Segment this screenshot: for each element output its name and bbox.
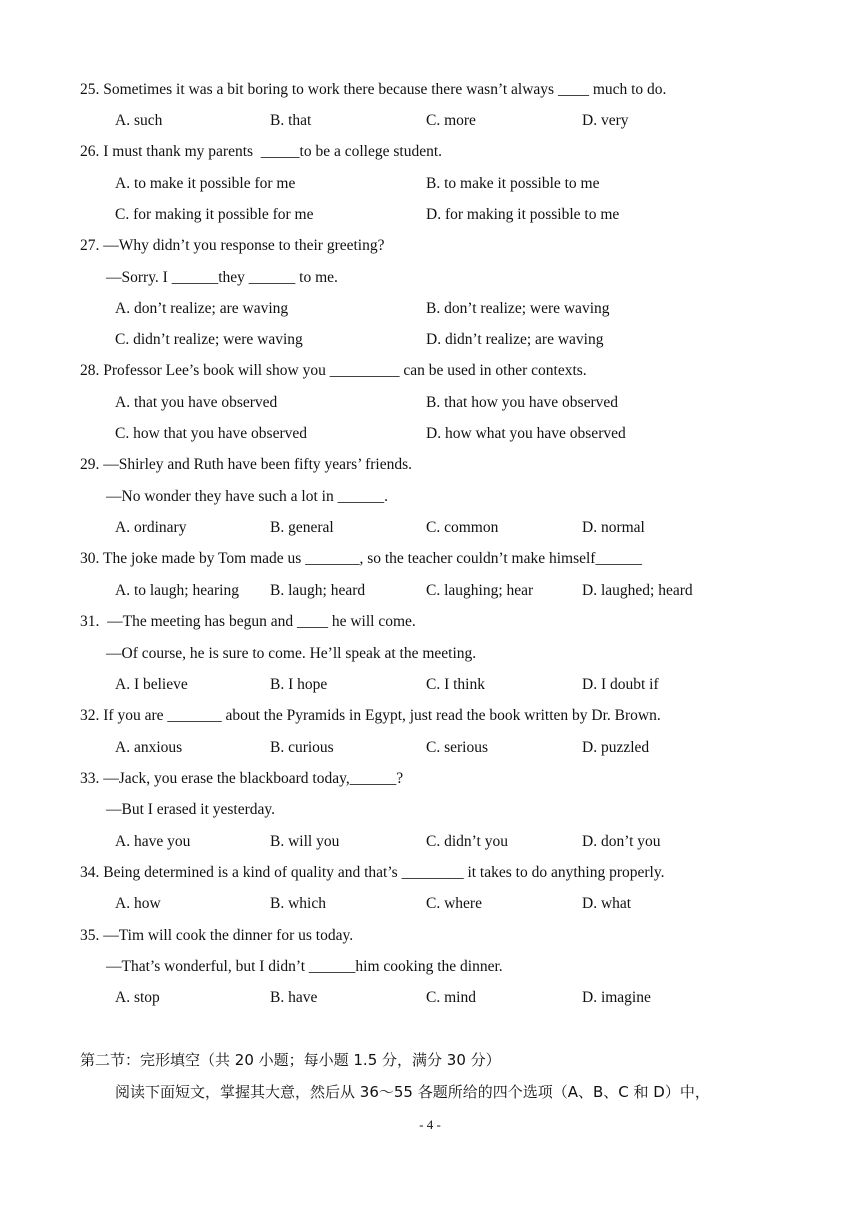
question-30-option-b: B. laugh; heard [270, 582, 366, 599]
question-27-stem-reply: —Sorry. I ______they ______ to me. [106, 269, 338, 286]
question-29-stem: 29. —Shirley and Ruth have been fifty years’ friends. [80, 456, 413, 473]
question-31-stem-reply: —Of course, he is sure to come. He’ll speak at the meeting. [106, 645, 477, 662]
question-31-option-a: A. I believe [115, 676, 188, 693]
question-27-option-d: D. didn’t realize; are waving [426, 331, 604, 348]
question-29-stem-reply: —No wonder they have such a lot in ______. [106, 488, 388, 505]
question-31-option-c: C. I think [426, 676, 485, 693]
question-27-option-a: A. don’t realize; are waving [115, 300, 289, 317]
question-35-option-a: A. stop [115, 989, 160, 1006]
question-31-option-d: D. I doubt if [582, 676, 659, 693]
question-27-option-c: C. didn’t realize; were waving [115, 331, 303, 348]
question-26-stem: 26. I must thank my parents _____to be a college student. [80, 143, 443, 160]
question-30-option-a: A. to laugh; hearing [115, 582, 239, 599]
question-31-option-b: B. I hope [270, 676, 328, 693]
page-number: - 4 - [419, 1117, 441, 1132]
question-30-stem: 30. The joke made by Tom made us _______, so the teacher couldn’t make himself______ [80, 550, 642, 567]
question-31-stem: 31. —The meeting has begun and ____ he will come. [80, 613, 416, 630]
section-heading: 第二节：完形填空（共 20 小题；每小题 1.5 分，满分 30 分） [80, 1051, 501, 1069]
question-33-option-c: C. didn’t you [426, 833, 508, 850]
question-26-option-a: A. to make it possible for me [115, 175, 296, 192]
question-27-stem: 27. —Why didn’t you response to their greeting? [80, 237, 385, 254]
question-35-stem-reply: —That’s wonderful, but I didn’t ______him cooking the dinner. [106, 958, 503, 975]
question-28-option-b: B. that how you have observed [426, 394, 618, 411]
question-28-option-d: D. how what you have observed [426, 425, 626, 442]
question-32-stem: 32. If you are _______ about the Pyramids in Egypt, just read the book written by Dr. Brown. [80, 707, 661, 724]
question-28-stem: 28. Professor Lee’s book will show you _________ can be used in other contexts. [80, 362, 587, 379]
question-33-stem: 33. —Jack, you erase the blackboard today,______? [80, 770, 404, 787]
question-28-option-a: A. that you have observed [115, 394, 278, 411]
question-32-option-d: D. puzzled [582, 739, 650, 756]
question-27-option-b: B. don’t realize; were waving [426, 300, 610, 317]
question-32-option-b: B. curious [270, 739, 334, 756]
section-instruction: 阅读下面短文，掌握其大意，然后从 36～55 各题所给的四个选项（A、B、C 和 D）中， [115, 1083, 710, 1101]
question-32-option-a: A. anxious [115, 739, 183, 756]
question-34-option-a: A. how [115, 895, 161, 912]
question-32-option-c: C. serious [426, 739, 488, 756]
question-29-option-c: C. common [426, 519, 499, 536]
question-25-option-b: B. that [270, 112, 312, 129]
question-34-option-c: C. where [426, 895, 482, 912]
question-28-option-c: C. how that you have observed [115, 425, 307, 442]
question-33-option-b: B. will you [270, 833, 340, 850]
question-25-option-a: A. such [115, 112, 163, 129]
question-30-option-d: D. laughed; heard [582, 582, 693, 599]
question-26-option-d: D. for making it possible to me [426, 206, 620, 223]
question-33-option-d: D. don’t you [582, 833, 661, 850]
question-35-stem: 35. —Tim will cook the dinner for us today. [80, 927, 354, 944]
question-26-option-b: B. to make it possible to me [426, 175, 600, 192]
question-34-option-d: D. what [582, 895, 632, 912]
question-35-option-d: D. imagine [582, 989, 651, 1006]
question-34-option-b: B. which [270, 895, 326, 912]
question-25-option-c: C. more [426, 112, 476, 129]
question-30-option-c: C. laughing; hear [426, 582, 534, 599]
question-33-option-a: A. have you [115, 833, 191, 850]
question-35-option-b: B. have [270, 989, 318, 1006]
question-35-option-c: C. mind [426, 989, 476, 1006]
question-34-stem: 34. Being determined is a kind of quality and that’s ________ it takes to do anything properly. [80, 864, 665, 881]
question-25-stem: 25. Sometimes it was a bit boring to work there because there wasn’t always ____ much to do. [80, 81, 667, 98]
question-29-option-b: B. general [270, 519, 334, 536]
question-29-option-a: A. ordinary [115, 519, 187, 536]
question-26-option-c: C. for making it possible for me [115, 206, 314, 223]
question-33-stem-reply: —But I erased it yesterday. [106, 801, 276, 818]
question-25-option-d: D. very [582, 112, 629, 129]
question-29-option-d: D. normal [582, 519, 645, 536]
